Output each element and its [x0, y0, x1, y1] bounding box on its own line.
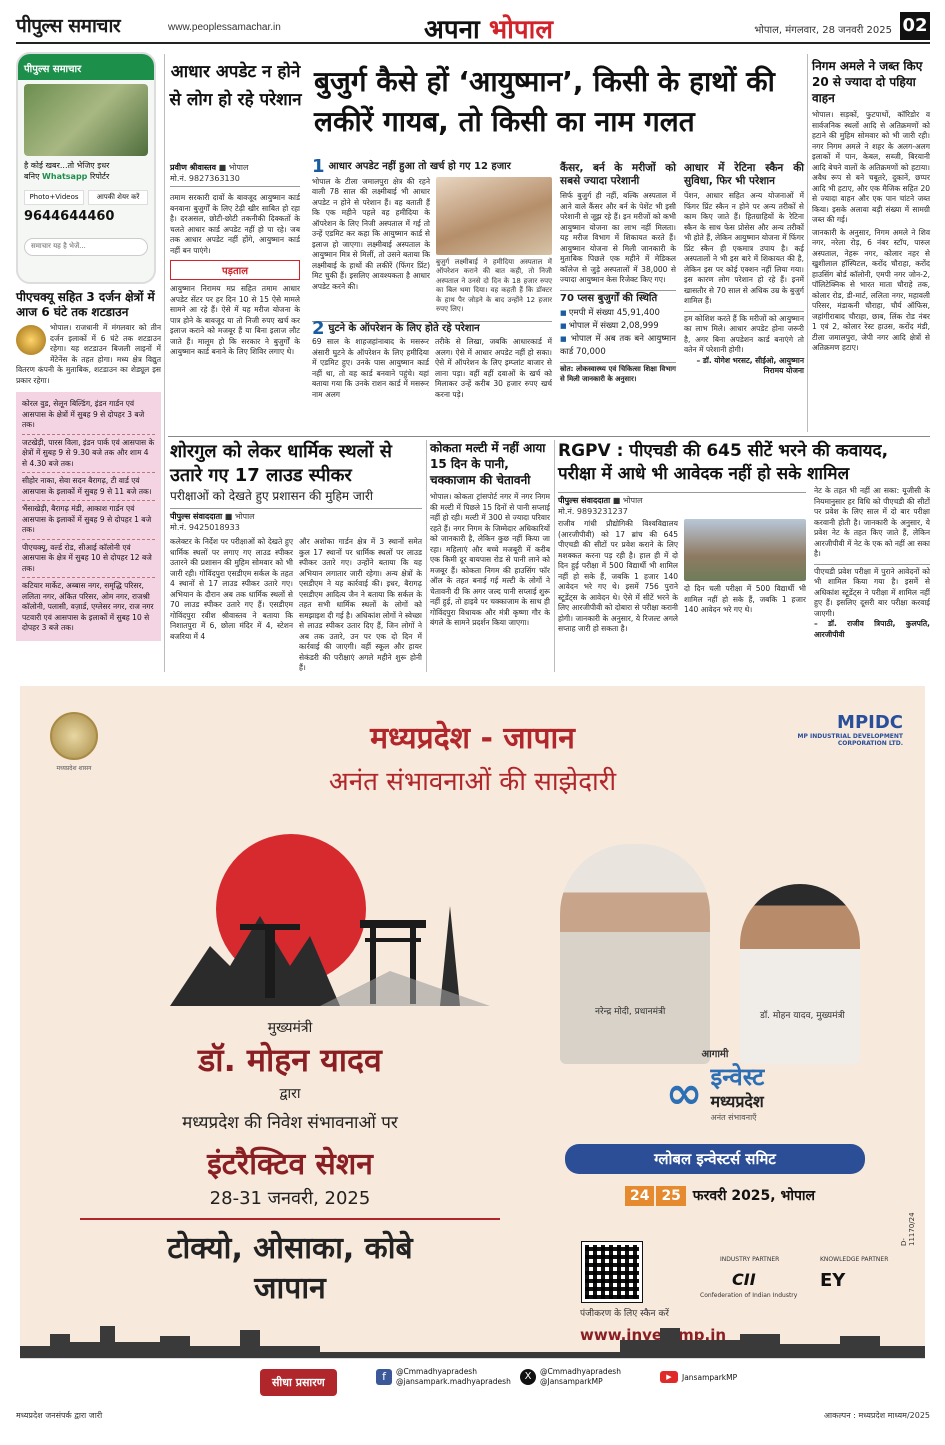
cm-label: मुख्यमंत्री [267, 1020, 313, 1036]
ad-tagline: अनंत संभावनाओं की साझेदारी [328, 767, 617, 797]
leaders-photo [540, 814, 870, 1064]
list-item: पीएचक्यू, वर्ल्ड रोड, सीआई कॉलोनी एवं आसपास के क्षेत्र में सुबह 10 से दोपहर 12 बजे तक। [22, 540, 155, 579]
summit-dates: 24 25 फरवरी 2025, भोपाल [580, 1186, 860, 1206]
nigam-body-cont: जानकारी के अनुसार, निगम अमले ने शिव नगर, नरेला रोड़, 6 नंबर स्टॉप, पारुल अस्पताल, नेहरू नगर, कोलार नहर से खुशीलाल हॉस्पिटल, करोंद चौराहा, करोंद हाउसिंग बोर्ड कॉलोनी, एमपी नगर जोन-2, पॉलिटेक्निक से भारत माता चौराहे तक, कोलार रोड, डी-मार्ट, ललिता नगर, महावली परिसर, मंडाकनी चौराहा, चौर्य ऑफिस, जहांगीराबाद चौराहा, छाब, लिंक रोड नंबर 1 एवं 2, कोलार रेस्ट हाउस, करोंद मंडी, टीला जमालपुरा, जेपी नगर आदि क्षेत्रों से अतिक्रमण हटाए। [812, 227, 930, 352]
vc-quote-by: – डॉ. राजीव त्रिपाठी, कुलपति, आरजीपीवी [814, 619, 930, 639]
loudspeaker-col2: और अशोका गार्डन क्षेत्र में 3 स्थानों समेत कुल 17 स्थानों पर धार्मिक स्थलों पर लाउड स्पीकर उतारे गए। उन्होंने बताया कि यह अभियान लगातार जारी रहेगा। अन्य क्षेत्रों के एसडीएम ने यह कार्रवाई की। इधर, बैरागढ़ एसडीएम आदित्य जैन ने बताया कि सर्कल के तहत सभी धार्मिक स्थलों के लोगों को समझाइश दी गई है। अधिकांश लोगों ने स्वेच्छा से लाउड स्पीकर उतार दिए हैं, जिन लोगों ने अब तक उतारे, उन पर एक दो दिन में कार्रवाई की जाएगी। वहीं स्कूल और हायर सेकंडरी की परीक्षाएं अगले महीने शुरू होनी हैं। [299, 537, 422, 672]
loudspeaker-headline: शोरगुल को लेकर धार्मिक स्थलों से उतारे गए 17 लाउड स्पीकर [170, 441, 392, 486]
summit-banner[interactable]: ग्लोबल इन्वेस्टर्स समिट [565, 1144, 865, 1174]
ceo-quote-by: – डॉ. योगेश भरसट, सीईओ, आयुष्मान निरामय योजना [696, 355, 804, 375]
divider [164, 54, 165, 672]
kokta-body: भोपाल। कोकता ट्रांसपोर्ट नगर में नगर निगम की मल्टी में पिछले 15 दिनों से पानी सप्लाई नहीं हो रही। मल्टी में 300 से ज्यादा परिवार रहते हैं। नगर निगम के जिम्मेदार अधिकारियों को जानकारी है, लेकिन कुछ नहीं किया जा रहा। महिलाएं और बच्चे मजबूरी में करीब एक किमी दूर बायपास रोड से पानी लाने को मजबूर हैं। कोकता निगम की हाउसिंग फॉर ऑल के तहत बनाई गई मल्टी के लोगों ने चेतावनी दी कि अगर जल्द पानी सप्लाई शुरू नहीं हुई, तो हाइवे पर चक्काजाम के साथ ही गोविंदपुरा विधायक और मंत्री कृष्णा गौर के बंगले के सामने प्रदर्शन किया जाएगा। [430, 492, 550, 627]
divider [807, 54, 808, 432]
loudspeaker-col1: कलेक्टर के निर्देश पर परीक्षाओं को देखते हुए धार्मिक स्थलों पर लगाए गए लाउड स्पीकर उतारने की प्रशासन की मुहिम सोमवार को भी जारी रही। गोविंदपुरा एसडीएम सर्कल के तहत 4 स्थानों से 17 लाउड स्पीकर उतारे गए। अभियान के दौरान अब तक धार्मिक स्थलों से 70 लाउड स्पीकर उतारे गए हैं। एसडीएम गोविंदपुरा रवीश श्रीवास्तव ने बताया कि निशातपुरा में 6, छोला मंदिर में 4, स्टेशन बजरिया में 4 [170, 537, 293, 641]
main-byline-phone: मो.नं. 9827363130 [170, 173, 300, 187]
stat-item: ■ भोपाल में संख्या 2,08,999 [560, 320, 676, 333]
rgpv-building-photo [684, 519, 806, 581]
section-one: 1 आधार अपडेट नहीं हुआ तो खर्च हो गए 12 हजार भोपाल के टीला जमालपुरा क्षेत्र की रहने वाली 78 साल की लक्ष्मीबाई भी आधार अपडेट न होने से परेशान हैं। वह बताती हैं कि एक महीने पहले वह हमीदिया के ऑपरेशन के लिए निजी अस्पताल में गई तो उन्हें एडमिट कर कहा कि आयुष्मान कार्ड से इलाज हो जाएगा। लक्ष्मीबाई अस्पताल के आयुष्मान मित्र से मिलीं, तो उसने बताया कि लक्ष्मीबाई के हाथों की लकीरें (फिंगर प्रिंट) मिट चुकी हैं। इसलिए आवश्यकता है आधार अपडेट करने की। बुजुर्ग लक्ष्मीबाई ने हमीदिया अस्पताल में ऑपरेशन कराने की बात कही, तो निजी अस्पताल ने उनसे दो दिन के 18 हजार रुपए का बिल थमा दिया। वह कहती हैं कि डॉक्टर के हाथ पैर जोड़ने के बाद उन्होंने 12 हजार रुपए लिए। 2 घुटने के ऑपरेशन के लिए होते रहे परेशान 69 साल के शाहजहांनाबाद के मसरूर अंसारी घुटने के ऑपरेशन के लिए हमीदिया में एडमिट हुए। उनके पास आयुष्मान कार्ड नहीं था, तो वह कार्ड बनवाने पहुंचे। यहां बताया गया कि उनके राशन कार्ड में मसरूर नाम अलग तरीके से लिखा, जबकि आधारकार्ड में अलग। ऐसे में आधार अपडेट नहीं हो सका। ऐसे में ऑपरेशन के लिए इम्प्लांट बाजार से लाना पड़ा। वहीं वहीं दवाओं के खर्च को मिलाकर उन्हें करीब 30 हजार रुपए खर्च करना पड़े। [312, 156, 552, 399]
main-headline: बुजुर्ग कैसे हों ‘आयुष्मान’, किसी के हाथों की लकीरें गायब, तो किसी का नाम गलत [314, 65, 775, 138]
scan-to-register: पंजीकरण के लिए स्कैन करें [580, 1309, 669, 1319]
section-one-head: आधार अपडेट नहीं हुआ तो खर्च हो गए 12 हजार [328, 161, 511, 172]
aadhaar-photo [436, 177, 552, 255]
kokta-story [430, 440, 550, 629]
loudspeaker-story: शोरगुल को लेकर धार्मिक स्थलों से उतारे गए 17 लाउड स्पीकर परीक्षाओं को देखते हुए प्रशासन की मुहिम जारी पीपुल्स संवाददाता ■ भोपाल मो.नं. 9425018933 कलेक्टर के निर्देश पर परीक्षाओं को देखते हुए धार्मिक स्थलों पर लगाए गए लाउड स्पीकर उतारने की प्रशासन की मुहिम सोमवार को भी जारी रही। गोविंदपुरा एसडीएम सर्कल के तहत 4 स्थानों से 17 लाउड स्पीकर उतारे गए। अभियान के दौरान अब तक धार्मिक स्थलों से 70 लाउड स्पीकर उतारे गए हैं। एसडीएम गोविंदपुरा रवीश श्रीवास्तव ने बताया कि निशातपुरा में 6, छोला मंदिर में 4, स्टेशन बजरिया में 4 और अशोका गार्डन क्षेत्र में 3 स्थानों समेत कुल 17 स्थानों पर धार्मिक स्थलों पर लाउड स्पीकर उतारे गए। उन्होंने बताया कि यह अभियान लगातार जारी रहेगा। अन्य क्षेत्रों के एसडीएम ने यह कार्रवाई की। इधर, बैरागढ़ एसडीएम आदित्य जैन ने बताया कि सर्कल के तहत सभी धार्मिक स्थलों के लोगों को समझाइश दी गई है। अधिकांश लोगों ने स्वेच्छा से लाउड स्पीकर उतार दिए हैं, जिन लोगों ने अब तक उतारे, उन पर एक दो दिन में कार्रवाई की जाएगी। वहीं स्कूल और हायर सेकंडरी की परीक्षाएं अगले महीने शुरू होनी हैं। [170, 441, 422, 672]
cancer-story [560, 162, 676, 384]
stats-box [560, 290, 676, 360]
rgpv-body: राजीव गांधी प्रौद्योगिकी विश्वविद्यालय (आरजीपीवी) को 17 ब्रांच की 645 पीएचडी की सीटों पर प्रवेश कराने के लिए मशक्कत करना पड़ रही है। हाल ही में दो दिन हुई परीक्षा में 500 विद्यार्थी भी शामिल नहीं हो सके हैं, जबकि 1 हजार 140 आवेदन भरे गए थे। इसमें 756 पुराने स्टूडेंट्स के आवेदन थे। ऐसे में सीटें भरने के लिए आरजीपीवी को दोबारा से परीक्षा करानी होगी। जानकारी के अनुसार, ये रिजल्ट अगले सप्ताह जारी हो सकता है। [558, 519, 678, 633]
cancer-body: सिर्फ बुजुर्ग ही नहीं, बल्कि अस्पताल में आने वाले कैंसर और बर्न के पेशेंट भी इसी परेशानी से जूझ रहे हैं। इन मरीजों को कभी आयुष्मान योजना का लाभ नहीं मिलता। यह मरीज विभाग में शिकायत करते हैं। आयुष्मान योजना से मिली जानकारी के मुताबिक पिछले एक महीने में मेडिकल कॉलेज से जुड़े अस्पतालों में 38,000 से ज्यादा आयुष्मान केस रिजेक्ट किए गए। [560, 191, 676, 284]
divider [426, 440, 427, 672]
japan-cities: टोक्यो, ओसाका, कोबे [167, 1231, 413, 1266]
promo-bar: पीपुल्स समाचार [18, 54, 154, 80]
section-two-body: 69 साल के शाहजहांनाबाद के मसरूर अंसारी घुटने के ऑपरेशन के लिए हमीदिया में एडमिट हुए। उनके पास आयुष्मान कार्ड नहीं था, तो वह कार्ड बनवाने पहुंचे। यहां बताया गया कि उनके राशन कार्ड में मसरूर नाम अलग [312, 337, 429, 399]
main-byline: प्रवीण श्रीवास्तव ■ भोपाल [170, 163, 249, 172]
retina-story [684, 162, 804, 377]
cm-caption: डॉ. मोहन यादव, मुख्यमंत्री [760, 1011, 845, 1021]
x-icon: X [520, 1369, 536, 1385]
promo-text: है कोई खबर...तो भेजिए इधर बनिए Whatsapp रिपोर्टर [24, 161, 110, 181]
list-item: कटियार मार्केट, अब्बास नगर, समृद्धि परिसर, ललिता नगर, अंकित परिसर, ओम नगर, राजश्री कॉलोनी, पलासी, वज़ार्ड, एग्लेसर नगर, राज नगर पटवारी एवं आसपास के इलाकों में सुबह 10 से दोपहर 3 बजे तक। [22, 581, 154, 632]
cancer-head: कैंसर, बर्न के मरीजों को सबसे ज्यादा परेशानी [560, 162, 676, 187]
page-number: 02 [900, 12, 930, 40]
nigam-headline: निगम अमले ने जब्त किए 20 से ज्यादा दो पहिया वाहन [812, 59, 923, 105]
main-col1: तमाम सरकारी दावों के बावजूद आयुष्मान कार्ड बनवाना बुजुर्गों के लिए टेढ़ी खीर साबित हो रहा है। दरअसल, छोटी-छोटी तकनीकी दिक्कतों के चलते आधार कार्ड अपडेट नहीं हो पा रहे। जब तक आधार अपडेट नहीं होंगे, आयुष्मान कार्ड नहीं बन पाएंगे। [170, 193, 300, 255]
kokta-headline: कोकता मल्टी में नहीं आया 15 दिन के पानी, चक्काजाम की चेतावनी [430, 441, 546, 487]
stat-item: ■ एमपी में संख्या 45,91,400 [560, 307, 676, 320]
stat-item: ■ भोपाल में अब तक बने आयुष्मान कार्ड 70,000 [560, 333, 676, 359]
main-kicker: आधार अपडेट न होने से लोग हो रहे परेशान [169, 62, 302, 110]
divider [168, 436, 930, 437]
divider [554, 440, 555, 672]
message-input[interactable]: समाचार यह है भेजें... [24, 238, 148, 256]
shutdown-body: भोपाल। राजधानी में मंगलवार को तीन दर्जन इलाकों में 6 घंटे तक शटडाउन रहेगा। यह शटडाउन बिजली लाइनों में मेंटेनेंस के तहत होगा। मध्य क्षेत्र विद्युत वितरण कंपनी के मुताबिक, शटडाउन का शेड्यूल इस प्रकार रहेगा। [16, 323, 161, 385]
website-url[interactable]: www.peoplessamachar.in [168, 22, 281, 33]
left-column [16, 52, 161, 641]
rgpv-net-body: नेट के तहत भी नहीं आ सका: यूजीसी के नियमानुसार हर विधि को पीएचडी की सीटों पर प्रवेश के लिए साल में दो बार परीक्षा करवानी होती है। जानकारी के अनुसार, ये प्रवेश नेट के तहत किए जाते हैं, लेकिन आरजीपीवी में नेट के एक को नहीं आ सका है। [814, 486, 930, 558]
country: जापान [254, 1271, 326, 1306]
main-col1b: आयुष्मान निरामय मप्र सहित तमाम आधार अपडेट सेंटर पर हर दिन 10 से 15 ऐसे मामले सामने आ रहे हैं। ऐसे में यह मरीज योजना के पात्र होने के बावजूद या तो निजी रुपए खर्च कर इलाज कराने को मजबूर हैं या बिना इलाज लौट जाते हैं। मालूम हो कि सरकार ने बुजुर्गों के आयुष्मान कार्ड बनाने के लिए शिविर लगाए थे। [170, 284, 300, 356]
share-button[interactable]: आपकी शेयर करें [88, 190, 148, 205]
list-item: जटखेड़ी, पारस विला, इंडन पार्क एवं आसपास के क्षेत्रों में सुबह 9 से 9.30 बजे तक और शाम 4 से 4.30 बजे तक। [22, 435, 155, 474]
pm-photo [560, 844, 710, 1064]
mpidc-logo: MPIDC MP INDUSTRIAL DEVELOPMENT CORPORATION LTD. [797, 712, 903, 747]
shutdown-headline: पीएचक्यू सहित 3 दर्जन क्षेत्रों में आज 6 घंटे तक शटडाउन [16, 290, 155, 319]
vc-quote: पीएचडी प्रवेश परीक्षा में पुराने आवेदनों को भी शामिल किया गया है। इसमें से अधिकांश स्टूडेंट्स ने परीक्षा में शामिल नहीं हुए हैं। इसलिए दूसरी बार परीक्षा करवाई जाएगी। [814, 564, 930, 620]
ey-logo: EY [820, 1270, 846, 1291]
cii-logo: CII [732, 1270, 756, 1289]
newspaper-logo[interactable]: पीपुल्स समाचार [16, 15, 121, 37]
section-two-head: घुटने के ऑपरेशन के लिए होते रहे परेशान [328, 322, 480, 334]
loudspeaker-subhead: परीक्षाओं को देखते हुए प्रशासन की मुहिम जारी [170, 489, 373, 503]
whatsapp-reporter-promo[interactable] [16, 52, 156, 284]
ad-title: मध्यप्रदेश - जापान [370, 721, 575, 756]
youtube-icon: ▶ [660, 1371, 678, 1383]
list-item: भैंसाखेड़ी, बैरागढ़ मंडी, आकाश गार्डन एवं आसपास के इलाकों में सुबह 9 से दोपहर 1 बजे तक। [22, 501, 155, 540]
session-dates: 28-31 जनवरी, 2025 [209, 1188, 371, 1209]
right-column [812, 58, 930, 354]
shutdown-schedule [16, 392, 161, 641]
pm-caption: नरेन्द्र मोदी, प्रधानमंत्री [595, 1007, 666, 1017]
stats-title: 70 प्लस बुजुर्गों की स्थिति [560, 292, 658, 304]
invest-mp-logo: आगामी ∞ इन्वेस्ट मध्यप्रदेश अनंत संभावनाएँ [665, 1049, 765, 1122]
page-footer: मध्यप्रदेश जनसंपर्क द्वारा जारी आकल्पन : मध्यप्रदेश माध्यम/2025 [16, 1411, 930, 1420]
section-city: भोपाल [488, 15, 554, 45]
rgpv-story: RGPV : पीएचडी की 645 सीटें भरने की कवायद, परीक्षा में आधे भी आवेदक नहीं हो सके शामिल पीपुल्स संवाददाता ■ भोपाल मो.नं. 9893231237 राजीव गांधी प्रौद्योगिकी विश्वविद्यालय (आरजीपीवी) को 17 ब्रांच की 645 पीएचडी की सीटों पर प्रवेश कराने के लिए मशक्कत करना पड़ रही है। हाल ही में दो दिन हुई परीक्षा में 500 विद्यार्थी भी शामिल नहीं हो सके हैं, जबकि 1 हजार 140 आवेदन भरे गए थे। इसमें 756 पुराने स्टूडेंट्स के आवेदन थे। ऐसे में सीटें भरने के लिए आरजीपीवी को दोबारा से परीक्षा करानी होगी। जानकारी के अनुसार, ये रिजल्ट अगले सप्ताह जारी हो सकता है। दो दिन चली परीक्षा में 500 विद्यार्थी भी शामिल नहीं हो सके हैं, जबकि 1 हजार 140 आवेदन भरे गए थे। नेट के तहत भी नहीं आ सका: यूजीसी के नियमानुसार हर विधि को पीएचडी की सीटों पर प्रवेश के लिए साल में दो बार परीक्षा करवानी होती है। जानकारी के अनुसार, ये प्रवेश नेट के तहत किए जाते हैं, लेकिन आरजीपीवी में नेट के एक को नहीं आ सका है। पीएचडी प्रवेश परीक्षा में पुराने आवेदनों को भी शामिल किया गया है। इसमें से अधिकांश स्टूडेंट्स ने परीक्षा में शामिल नहीं हुए हैं। इसलिए दूसरी बार परीक्षा करवाई जाएगी। – डॉ. राजीव त्रिपाठी, कुलपति, आरजीपीवी [558, 441, 930, 639]
promo-photo [24, 84, 148, 156]
section-one-body: भोपाल के टीला जमालपुरा क्षेत्र की रहने वाली 78 साल की लक्ष्मीबाई भी आधार अपडेट न होने से परेशान हैं। वह बताती हैं कि एक महीने पहले वह हमीदिया के ऑपरेशन के लिए निजी अस्पताल में गई तो उन्हें एडमिट कर कहा कि आयुष्मान कार्ड से इलाज हो जाएगा। लक्ष्मीबाई अस्पताल के आयुष्मान मित्र से मिलीं, तो उसने बताया कि लक्ष्मीबाई के हाथों की लकीरें (फिंगर प्रिंट) मिट चुकी हैं। इसलिए आवश्यकता है आधार अपडेट करने की। [312, 176, 430, 291]
cm-name: डॉ. मोहन यादव [198, 1041, 382, 1079]
section-title: अपना भोपाल [424, 15, 554, 45]
qr-code[interactable] [582, 1242, 642, 1302]
stats-source: स्रोत: लोकस्वास्थ्य एवं चिकित्सा शिक्षा विभाग से मिली जानकारी के अनुसार। [560, 362, 676, 384]
invest-m-icon: ∞ [665, 1067, 703, 1119]
photo-video-button[interactable]: Photo+Videos [24, 190, 84, 205]
photo-caption: बुजुर्ग लक्ष्मीबाई ने हमीदिया अस्पताल में ऑपरेशन कराने की बात कही, तो निजी अस्पताल ने उनसे दो दिन के 18 हजार रुपए का बिल थमा दिया। वह कहती हैं कि डॉक्टर के हाथ पैर जोड़ने के बाद उन्होंने 12 हजार रुपए लिए। [436, 257, 552, 313]
investmp-website[interactable]: www.investmp.in [580, 1326, 727, 1344]
dateline: भोपाल, मंगलवार, 28 जनवरी 2025 [754, 25, 892, 36]
bulb-icon [16, 325, 46, 355]
nigam-body: भोपाल। सड़कों, फुटपाथों, कॉरिडोर व सार्वजनिक स्थलों आदि से अतिक्रमणों को हटाने की मुहिम सोमवार को भी जारी रही। नगर निगम अमले ने शहर के अलग-अलग इलाकों में पान, केबल, सब्जी, बिरयानी आदि बेचने वालों के अतिक्रमणों को हटाया। अवैध रूप से बने चबूतरे, दुकानें, छप्पर आदि भी हटाए, और एक मैजिक सहित 20 से ज्यादा वाहन और एक पान चांटने जब्त किया। इसके अलावा बड़ी संख्या में सामग्री जब्त की गई। [812, 110, 930, 224]
rgpv-headline: RGPV : पीएचडी की 645 सीटें भरने की कवायद, परीक्षा में आधे भी आवेदक नहीं हो सके शामिल [558, 441, 889, 484]
mp-japan-advertisement[interactable]: मध्यप्रदेश शासन MPIDC MP INDUSTRIAL DEVELOPMENT CORPORATION LTD. मध्यप्रदेश - जापान अनंत संभावनाओं की साझेदारी मुख्यमंत्री डॉ. मोहन यादव द्वारा मध्यप्रदेश की निवेश संभावनाओं पर इंटरैक्टिव सेशन 28-31 जनवरी, 2025 टोक्यो, ओसाका, कोबे जापान नरेन्द्र मोदी, प्रधानमंत्री डॉ. मोहन यादव, मुख्यमंत्री आगामी ∞ इन्वेस्ट मध्यप्रदेश अनंत संभावनाएँ ग्लोबल इन्वेस्टर्स समिट 24 25 फरवरी 2025, भोपाल INDUSTRY PARTNER KNOWLEDGE PARTNER CII Confederation of Indian Industry EY पंजीकरण के लिए स्कैन करें www.investmp.in D-11170/24 सीधा प्रसारण f @Cmmadhyapradesh @jansampark.madhyapradesh X @Cmmadhyapradesh @JansamparkMP ▶ JansamparkMP [20, 686, 925, 1406]
padtal-stamp: पड़ताल [170, 260, 300, 280]
rgpv-body-cont: दो दिन चली परीक्षा में 500 विद्यार्थी भी शामिल नहीं हो सके हैं, जबकि 1 हजार 140 आवेदन भरे गए थे। [684, 584, 806, 614]
live-broadcast[interactable]: सीधा प्रसारण [260, 1369, 337, 1396]
investment-line: मध्यप्रदेश की निवेश संभावनाओं पर [182, 1113, 398, 1133]
masthead [16, 10, 930, 44]
cm-photo [740, 884, 860, 1064]
session-title: इंटरैक्टिव सेशन [207, 1147, 373, 1182]
whatsapp-number[interactable]: 9644644460 [24, 209, 115, 224]
list-item: सीहोर नाका, सेवा सदन बैरागढ़, टी वार्ड एवं आसपास के इलाकों में सुबह 9 से 11 बजे तक। [22, 473, 155, 501]
retina-body: पेंशन, आधार सहित अन्य योजनाओं में फिंगर प्रिंट स्कैन न होने पर अन्य तरीकों से काम किए जाते हैं। हितग्राहियों के रेटिना स्कैन के साथ फेस प्रोसेस और अन्य तरीकों भी होते हैं, लेकिन आयुष्मान योजना में फिंगर प्रिंट स्कैन ही एकमात्र उपाय है। कई अस्पतालों ने भी इस बारे में शिकायत की है, लेकिन इस पर कोई एक्शन नहीं लिया गया। इस कारण लोग परेशान हो रहे हैं। इनमें खासतौर से 70 साल से अधिक उम्र के बुजुर्ग शामिल हैं। [684, 191, 804, 305]
facebook-icon: f [376, 1369, 392, 1385]
retina-head: आधार में रेटिना स्कैन की सुविधा, फिर भी परेशान [684, 162, 804, 187]
section-two-body-cont: तरीके से लिखा, जबकि आधारकार्ड में अलग। ऐसे में आधार अपडेट नहीं हो सका। ऐसे में ऑपरेशन के लिए इम्प्लांट बाजार से लाना पड़ा। वहीं वहीं दवाओं के खर्च को मिलाकर उन्हें करीब 30 हजार रुपए खर्च करना पड़े। [435, 337, 552, 399]
social-bar: सीधा प्रसारण f @Cmmadhyapradesh @jansampark.madhyapradesh X @Cmmadhyapradesh @JansamparkMP ▶ JansamparkMP [20, 1358, 925, 1406]
list-item: कोरल वुड, सेलून बिल्डिंग, इंडन गार्डन एवं आसपास के क्षेत्रों में सुबह 9 से दोपहर 3 बजे तक। [22, 396, 155, 435]
ceo-quote: हम कोशिश करते हैं कि मरीजों को आयुष्मान का लाभ मिले। आधार अपडेट होना जरूरी है, अगर बिना अपडेशन कार्ड बनाएंगे तो वतेन में परेशानी होगी। [684, 311, 804, 356]
city-skyline-icon [20, 1316, 925, 1358]
japan-skyline-icon [170, 876, 490, 1006]
